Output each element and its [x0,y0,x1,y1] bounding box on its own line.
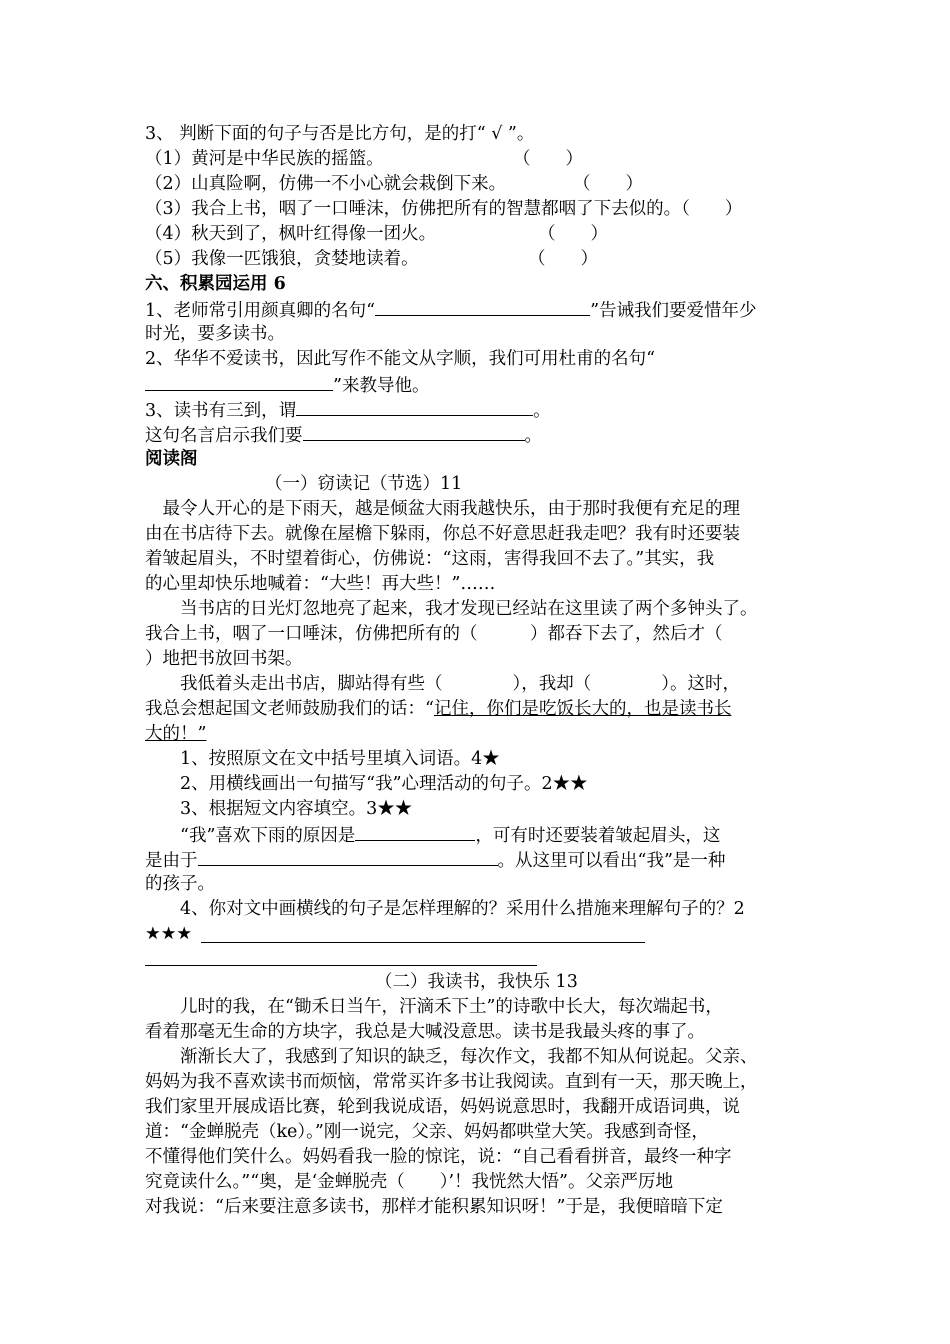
judge-item-4 [145,222,608,247]
answer-blank[interactable] [296,397,533,416]
question-text: 时光，要多读书。 [145,324,285,344]
passage-line: 道：“金蝉脱壳（ke）。”刚一说完，父亲、妈妈都哄堂大笑。我感到奇怪， [145,1122,709,1142]
underlined-sentence: 记住，你们是吃饭长大的，也是读书长 [433,699,732,719]
question-text: “我”喜欢下雨的原因是 [145,826,356,846]
reading-question-4-stars: ★★★ [145,924,193,944]
judge-item-text: （1）黄河是中华民族的摇篮。 [145,149,384,169]
passage-title: （一）窃读记（节选）11 [265,474,463,494]
passage-line: 儿时的我，在“锄禾日当午，汗滴禾下土”的诗歌中长大，每次端起书， [145,997,723,1017]
passage-text: 我总会想起国文老师鼓励我们的话：“ [145,699,434,719]
answer-line[interactable] [145,965,537,966]
passage-line [145,697,731,722]
judge-item-2 [145,172,643,197]
question-text: 1、老师常引用颜真卿的名句“ [145,301,376,321]
passage-line: 妈妈为我不喜欢读书而烦恼，常常买许多书让我阅读。直到有一天，那天晚上， [145,1072,758,1092]
passage-line: 我合上书，咽了一口唾沫，仿佛把所有的（ ）都吞下去了，然后才（ [145,624,723,644]
reading-question-3: 3、根据短文内容填空。3★★ [145,799,413,819]
passage-line: 当书店的日光灯忽地亮了起来，我才发现已经站在这里读了两个多钟头了。 [145,599,758,619]
question-text: ，可有时还要装着皱起眉头，这 [475,826,721,846]
answer-bracket[interactable]: （ ） [528,249,598,269]
passage-line [145,722,206,747]
question-text: 。从这里可以看出“我”是一种 [497,851,726,871]
fill-question-3b [145,422,542,449]
passage-title: （二）我读书，我快乐 13 [375,972,578,992]
passage-line: 由在书店待下去。就像在屋檐下躲雨，你总不好意思赶我走吧？我有时还要装 [145,524,740,544]
section-heading: 六、积累园运用 6 [145,274,286,294]
passage-line: 的心里却快乐地喊着：“大些！再大些！”…… [145,574,496,594]
passage-line: 着皱起眉头，不时望着街心，仿佛说：“这雨，害得我回不去了。”其实，我 [145,549,715,569]
judge-item-text: （4）秋天到了，枫叶红得像一团火。 [145,224,437,244]
answer-blank[interactable] [355,822,475,841]
fill-question-3 [145,397,551,424]
question-title: 3、 判断下面的句子与否是比方句，是的打“ √ ”。 [145,124,535,144]
passage-line: 渐渐长大了，我感到了知识的缺乏，每次作文，我都不知从何说起。父亲、 [145,1047,758,1067]
answer-bracket[interactable]: （ ） [513,149,583,169]
passage-text: ” [197,724,207,744]
fill-question-2: 2、华华不爱读书，因此写作不能文从字顺，我们可用杜甫的名句“ [145,349,656,369]
passage-line: 我低着头走出书店，脚站得有些（ ），我却（ ）。这时， [145,674,740,694]
answer-bracket[interactable]: （ ） [538,224,608,244]
fill-question-2-cont [145,372,429,399]
question-text: 这句名言启示我们要 [145,426,303,446]
judge-item-3 [145,197,742,222]
passage-line: 究竟读什么。”“奥，是‘金蝉脱壳（ ）’！我恍然大悟”。父亲严厉地 [145,1172,673,1192]
question-text: 3、读书有三到，谓 [145,401,297,421]
question-text: 是由于 [145,851,198,871]
passage-line: 看着那毫无生命的方块字，我总是大喊没意思。读书是我最头疼的事了。 [145,1022,705,1042]
reading-fill-line: 的孩子。 [145,874,215,894]
passage-line: 对我说：“后来要注意多读书，那样才能积累知识呀！”于是，我便暗暗下定 [145,1197,723,1217]
reading-heading: 阅读阁 [145,449,198,469]
reading-fill-line [145,847,725,874]
judge-item-text: （5）我像一匹饿狼，贪婪地读着。 [145,249,419,269]
answer-blank[interactable] [198,847,498,866]
question-text: ”来教导他。 [333,376,430,396]
reading-question-2: 2、用横线画出一句描写“我”心理活动的句子。2★★ [145,774,588,794]
passage-line: 我们家里开展成语比赛，轮到我说成语，妈妈说意思时，我翻开成语词典，说 [145,1097,740,1117]
passage-line: 不懂得他们笑什么。妈妈看我一脸的惊诧，说：“自己看看拼音，最终一种字 [145,1147,732,1167]
reading-question-1: 1、按照原文在文中括号里填入词语。4★ [145,749,500,769]
reading-question-4: 4、你对文中画横线的句子是怎样理解的？采用什么措施来理解句子的？2 [145,899,745,919]
answer-bracket[interactable]: （ ） [573,174,643,194]
answer-blank[interactable] [375,297,590,316]
judge-item-5 [145,247,598,272]
underlined-sentence: 大的！ [145,724,198,744]
passage-line: 最令人开心的是下雨天，越是倾盆大雨我越快乐，由于那时我便有充足的理 [145,499,740,519]
judge-item-text: （2）山真险啊，仿佛一不小心就会栽倒下来。 [145,174,507,194]
answer-blank[interactable] [145,372,333,391]
question-text: ”告诫我们要爱惜年少 [590,301,757,321]
period: 。 [533,401,551,421]
judge-item-1 [145,147,583,172]
passage-line: ）地把书放回书架。 [145,649,303,669]
answer-blank[interactable] [303,422,525,441]
period: 。 [524,426,542,446]
reading-fill-line [145,822,720,849]
answer-bracket[interactable]: （ ） [681,199,743,219]
judge-item-text: （3）我合上书，咽了一口唾沫，仿佛把所有的智慧都咽了下去似的。 [145,199,682,219]
fill-question-1 [145,297,757,324]
answer-line[interactable] [201,942,645,943]
